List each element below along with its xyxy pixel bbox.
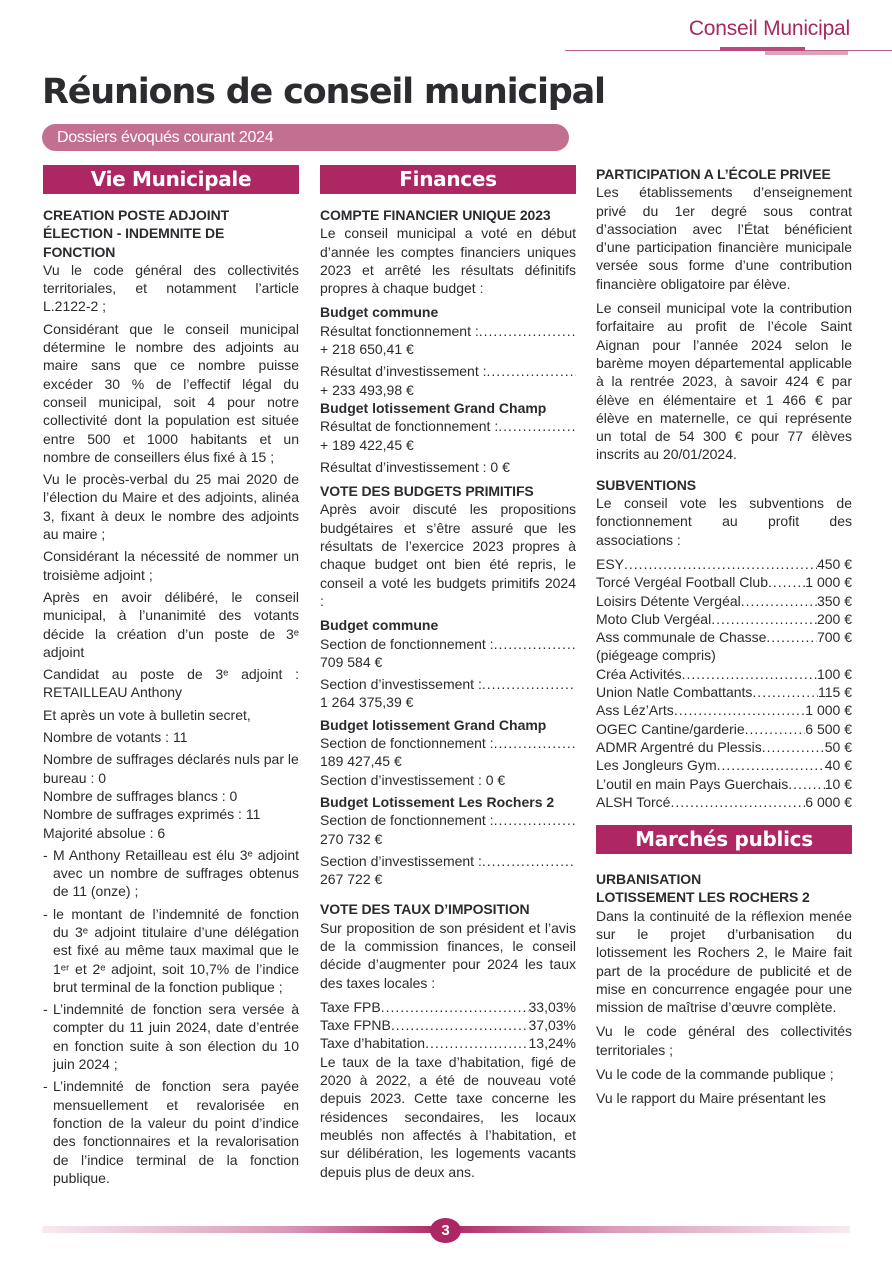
budget-value: + 189 422,45 € <box>320 436 414 453</box>
paragraph: Le conseil municipal vote la contribution forfaitaire au profit de l’école Saint Aignan pour l’année 2024 selon le barème moyen départemental applicable à la rentrée 2023, à savoir 424 € par élève en élémentaire et 1 466 € par élève en maternelle, ce qui représente un total de 54 300 € pour 77 élèves inscrits au 20/01/2024. <box>596 300 852 463</box>
budget-value: + 218 650,41 € <box>320 341 414 358</box>
budget-title: Budget commune <box>320 304 439 321</box>
paragraph: Candidat au poste de 3ᵉ adjoint : RETAILLEAU Anthony <box>43 666 299 701</box>
subsidy-row: Créa Activités ..... 100 € <box>596 665 852 683</box>
list-item: - le montant de l’indemnité de fonction du 3ᵉ adjoint titulaire d’une délégation est fixé au même taux maximal que le 1ᵉʳ et 2ᵉ adjoint, soit 10,7% de l’indice brut terminal de la fonction publique ; <box>43 905 299 996</box>
tax-rate-row: Taxe d’habitation ..... 13,24% <box>320 1034 576 1052</box>
article-heading: SUBVENTIONS <box>596 476 697 493</box>
budget-value: 270 732 € <box>320 830 383 847</box>
paragraph: Le taux de la taxe d’habitation, figé de 2020 à 2022, a été de nouveau voté depuis 2023. Cette taxe concerne les résidences secondaires, les locaux meublés non affectés à l’habitation, et sur délibération, les logements vacants depuis plus de deux ans. <box>320 1053 576 1180</box>
paragraph: Dans la continuité de la réflexion menée sur le projet d’urbanisation du lotissement les Rochers 2, le Maire fait part de la procédure de publicité et de mise en concurrence engagée pour une mission de maîtrise d’œuvre complète. <box>596 907 852 1016</box>
paragraph: Vu le code de la commande publique ; <box>596 1066 834 1083</box>
paragraph: Les établissements d’enseignement privé du 1er degré sous contrat d’association avec l’État bénéficient d’une participation financière municipale versée sous forme d’une contribution financière obligatoire par élève. <box>596 184 852 292</box>
budget-line: Section de fonctionnement : ..... <box>320 811 576 829</box>
subsidy-row: Ass communale de Chasse ..... 700 € <box>596 628 852 646</box>
page-title: Réunions de conseil municipal <box>42 72 605 112</box>
subsidy-row: Torcé Vergéal Football Club ..... 1 000 € <box>596 573 852 591</box>
subsidy-note: (piégeage compris) <box>596 647 716 664</box>
subtitle-pill: Dossiers évoqués courant 2024 <box>42 124 569 151</box>
budget-line: Section de fonctionnement : ..... <box>320 734 576 752</box>
section-banner-finances: Finances <box>320 165 576 194</box>
article-heading: VOTE DES BUDGETS PRIMITIFS <box>320 483 534 500</box>
subsidy-row: Union Natle Combattants ..... 115 € <box>596 683 852 701</box>
budget-line: Résultat d’investissement : 0 € <box>320 458 510 475</box>
vote-count: Nombre de suffrages blancs : 0 <box>43 787 238 804</box>
budget-line: Résultat de fonctionnement : ..... <box>320 417 576 435</box>
vote-count: Nombre de suffrages exprimés : 11 <box>43 806 261 823</box>
page-number-badge: 3 <box>430 1218 461 1243</box>
subsidy-row: Les Jongleurs Gym ..... 40 € <box>596 756 852 774</box>
article-heading: VOTE DES TAUX D’IMPOSITION <box>320 901 530 918</box>
budget-value: 709 584 € <box>320 653 383 670</box>
subsidy-row: ESY ..... 450 € <box>596 555 852 573</box>
budget-title: Budget commune <box>320 617 439 634</box>
article-heading: CREATION POSTE ADJOINT ÉLECTION - INDEMNITE DE FONCTION <box>43 207 230 260</box>
article-heading: URBANISATION <box>596 871 702 888</box>
budget-line: Section de fonctionnement : ..... <box>320 635 576 653</box>
budget-title: Budget lotissement Grand Champ <box>320 399 547 416</box>
budget-line: Section d’investissement : ..... <box>320 675 576 693</box>
budget-line: Section d’investissement : ..... <box>320 852 576 870</box>
section-banner-vie-municipale: Vie Municipale <box>43 165 299 194</box>
paragraph: Considérant que le conseil municipal détermine le nombre des adjoints au maire sans que ce nombre puisse excéder 30 % de l’effectif légal du conseil municipal, soit 4 pour notre collectivité dont la population est située entre 500 et 1000 habitants et un nombre de conseillers élus fixé à 15 ; <box>43 320 299 465</box>
tax-rate-row: Taxe FPNB ..... 37,03% <box>320 1016 576 1034</box>
subsidy-row: Ass Léz’Arts ..... 1 000 € <box>596 701 852 719</box>
budget-value: 267 722 € <box>320 871 383 888</box>
budget-value: 189 427,45 € <box>320 753 402 770</box>
vote-count: Majorité absolue : 6 <box>43 824 166 841</box>
paragraph: Sur proposition de son président et l’avis de la commission finances, le conseil décide d’augmenter pour 2024 les taux des taxes locales : <box>320 919 576 991</box>
column-right <box>596 165 852 1112</box>
subsidy-row: ALSH Torcé ..... 6 000 € <box>596 793 852 811</box>
article-heading: COMPTE FINANCIER UNIQUE 2023 <box>320 207 551 223</box>
paragraph: Et après un vote à bulletin secret, <box>43 706 251 723</box>
section-banner-marches-publics: Marchés publics <box>596 825 852 854</box>
decision-list <box>43 846 299 1187</box>
paragraph: Vu le procès-verbal du 25 mai 2020 de l’élection du Maire et des adjoints, alinéa 3, fixant à deux le nombre des adjoints au maire ; <box>43 471 299 543</box>
paragraph: Vu le code général des collectivités territoriales ; <box>596 1023 852 1058</box>
budget-line: Résultat d’investissement : ..... <box>320 362 576 380</box>
subsidy-row: Loisirs Détente Vergéal ..... 350 € <box>596 592 852 610</box>
section-header-title: Conseil Municipal <box>688 17 850 40</box>
list-item: - M Anthony Retailleau est élu 3ᵉ adjoint avec un nombre de suffrages obtenus de 11 (onze) ; <box>43 846 299 901</box>
subsidy-row: L’outil en main Pays Guerchais ..... 10 € <box>596 775 852 793</box>
column-finances <box>320 165 576 1185</box>
budget-value: + 233 493,98 € <box>320 381 414 398</box>
paragraph: Considérant la nécessité de nommer un troisième adjoint ; <box>43 548 299 583</box>
vote-count: Nombre de votants : 11 <box>43 729 188 746</box>
header-accent-bar-light <box>765 51 848 55</box>
article-heading: LOTISSEMENT LES ROCHERS 2 <box>596 889 810 906</box>
subsidy-row: Moto Club Vergéal ..... 200 € <box>596 610 852 628</box>
list-item: - L’indemnité de fonction sera payée mensuellement et revalorisée en fonction de la valeur du point d’indice des fonctionnaires et la revalorisation de l’indice terminal de la fonction publique. <box>43 1077 299 1187</box>
tax-rate-row: Taxe FPB ..... 33,03% <box>320 998 576 1016</box>
subsidy-row: ADMR Argentré du Plessis ..... 50 € <box>596 738 852 756</box>
budget-title: Budget lotissement Grand Champ <box>320 716 547 733</box>
subsidy-row: OGEC Cantine/garderie ..... 6 500 € <box>596 720 852 738</box>
paragraph: Après avoir discuté les propositions budgétaires et s’être assuré que les résultats de l’exercice 2023 propres à chaque budget ont bien été repris, le conseil a voté les budgets primitifs 2024 : <box>320 501 576 609</box>
column-vie-municipale <box>43 165 299 1191</box>
budget-value: 1 264 375,39 € <box>320 694 414 711</box>
list-item: - L’indemnité de fonction sera versée à compter du 11 juin 2024, date d’entrée en fonction suite à son élection du 10 juin 2024 ; <box>43 1000 299 1073</box>
article-heading: PARTICIPATION A L’ÉCOLE PRIVEE <box>596 166 831 182</box>
paragraph: Après en avoir délibéré, le conseil municipal, à l’unanimité des votants décide la création d’un poste de 3ᵉ adjoint <box>43 588 299 660</box>
paragraph: Vu le code général des collectivités territoriales, et notamment l’article L.2122-2 ; <box>43 261 299 315</box>
paragraph: Le conseil vote les subventions de fonctionnement au profit des associations : <box>596 495 852 548</box>
paragraph: Le conseil municipal a voté en début d’année les comptes financiers uniques 2023 et arrêté les résultats définitifs propres à chaque budget : <box>320 225 576 297</box>
budget-line: Section d’investissement : 0 € <box>320 771 506 788</box>
paragraph: Vu le rapport du Maire présentant les <box>596 1090 826 1107</box>
vote-count: Nombre de suffrages déclarés nuls par le bureau : 0 <box>43 751 299 786</box>
budget-line: Résultat fonctionnement : ..... <box>320 322 576 340</box>
budget-title: Budget Lotissement Les Rochers 2 <box>320 793 555 810</box>
